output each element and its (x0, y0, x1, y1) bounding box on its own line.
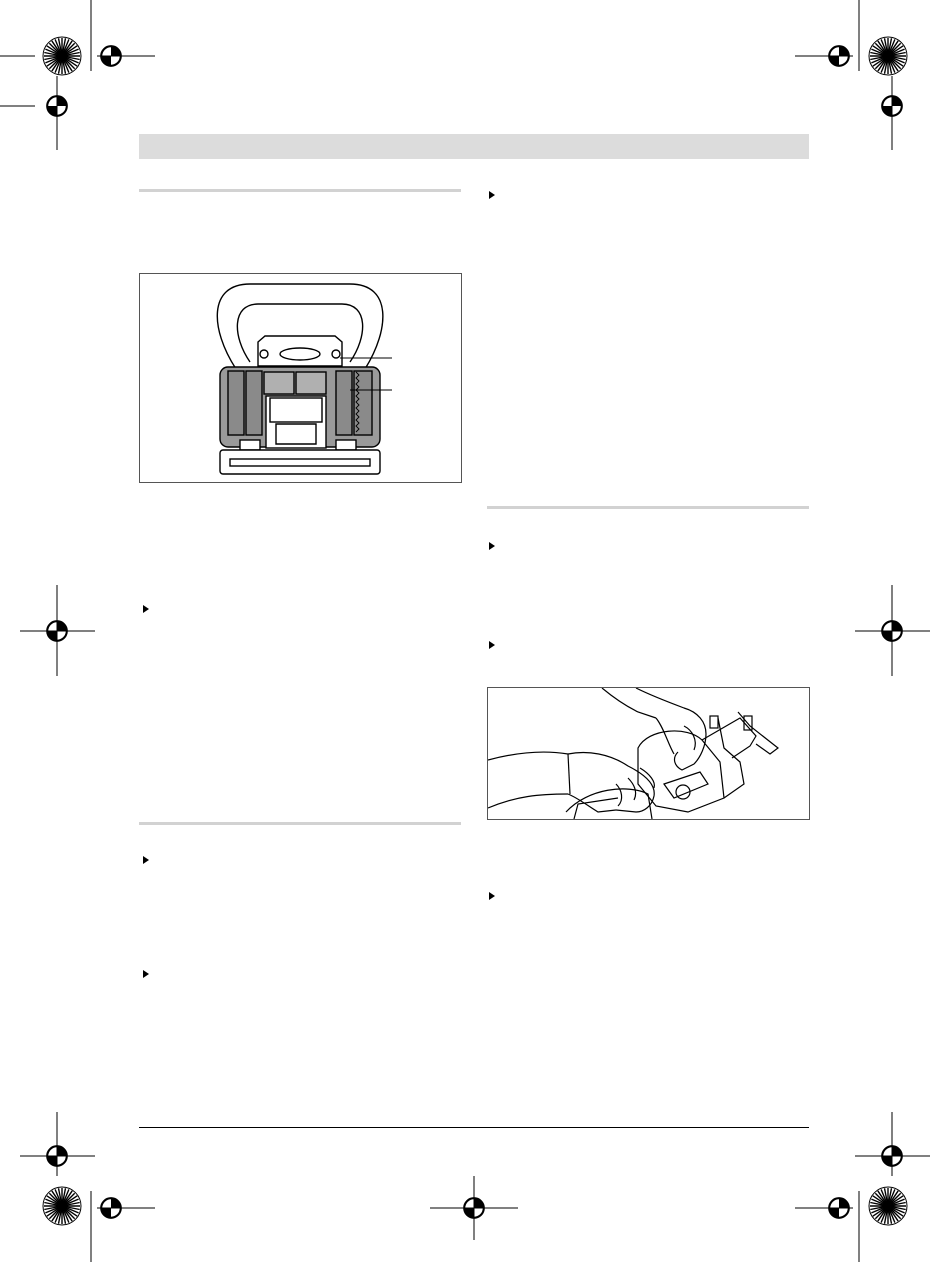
section-rule (487, 506, 809, 509)
section-rule (139, 822, 461, 825)
crosshair-mark-icon (882, 621, 902, 641)
crosshair-mark-icon (829, 1198, 849, 1218)
bullet-arrow-icon (489, 641, 495, 649)
crosshair-mark-icon (101, 46, 121, 66)
crosshair-mark-icon (47, 621, 67, 641)
bullet-arrow-icon (489, 542, 495, 550)
hands-tool-illustration (488, 688, 809, 819)
bullet-arrow-icon (143, 605, 149, 613)
footer-rule (139, 1127, 809, 1128)
figure-biscuit-joiner-front (139, 273, 462, 483)
page-header-band (139, 134, 809, 159)
crosshair-mark-icon (101, 1198, 121, 1218)
registration-starburst-icon (43, 37, 81, 75)
bullet-arrow-icon (489, 191, 495, 199)
bullet-arrow-icon (489, 892, 495, 900)
crosshair-mark-icon (882, 1146, 902, 1166)
crosshair-mark-icon (47, 1146, 67, 1166)
crosshair-mark-icon (882, 96, 902, 116)
crosshair-mark-icon (464, 1198, 484, 1218)
bullet-arrow-icon (143, 970, 149, 978)
registration-starburst-icon (869, 1187, 907, 1225)
registration-starburst-icon (43, 1187, 81, 1225)
figure-hands-operating-tool (487, 687, 810, 820)
registration-starburst-icon (869, 37, 907, 75)
crosshair-mark-icon (829, 46, 849, 66)
crosshair-mark-icon (47, 96, 67, 116)
section-rule (139, 189, 461, 192)
bullet-arrow-icon (143, 856, 149, 864)
biscuit-joiner-illustration (140, 274, 461, 482)
